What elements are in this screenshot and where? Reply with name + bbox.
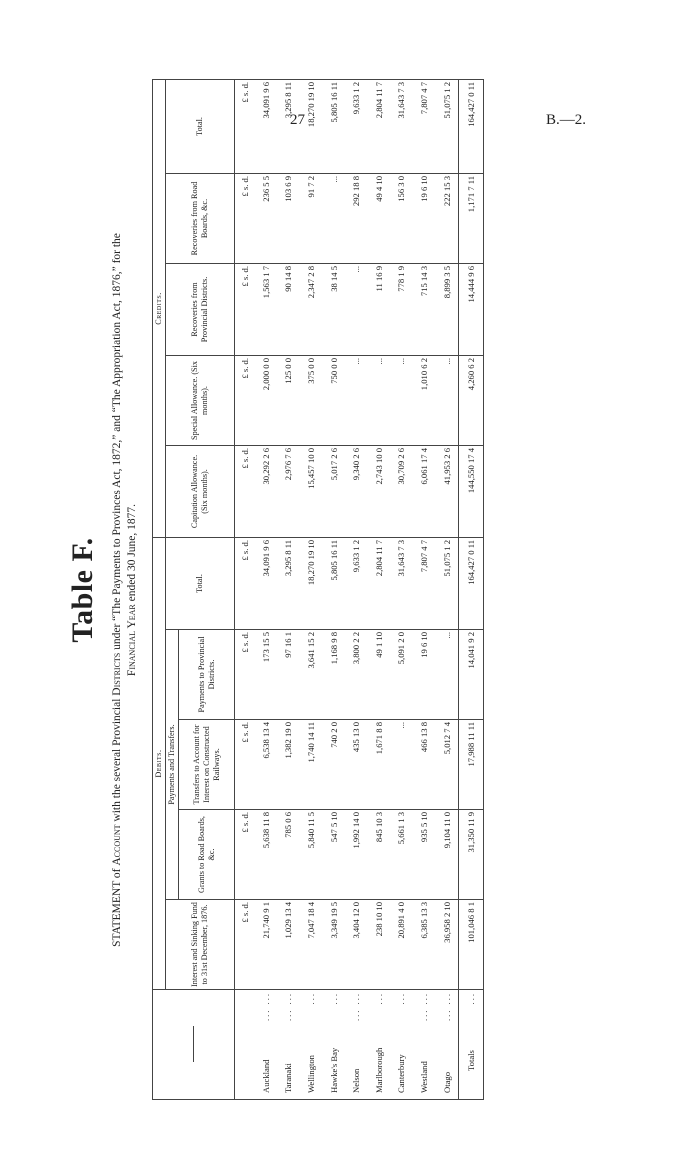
table-row	[300, 79, 323, 1099]
value-cell: 845 10 3	[368, 810, 391, 900]
value-cell: 51,075 1 2	[436, 537, 459, 629]
subtitle-part: STATEMENT of	[111, 868, 123, 947]
table-row	[255, 79, 278, 1099]
leader-dots: ... ...	[351, 992, 362, 1022]
value-cell: 103 6 9	[278, 173, 301, 263]
subtitle-part: Account	[111, 824, 123, 866]
value-cell: 238 10 10	[368, 900, 391, 990]
value-cell: 2,976 7 6	[278, 445, 301, 537]
district-cell	[368, 990, 391, 1100]
table-row	[345, 79, 368, 1099]
table-subtitle	[110, 80, 140, 1100]
value-cell: 11 16 9	[368, 263, 391, 355]
value-cell: 778 1 9	[391, 263, 414, 355]
units-blank	[235, 990, 256, 1100]
value-cell: 2,347 2 8	[300, 263, 323, 355]
value-cell: 19 6 10	[413, 630, 436, 720]
district-cell	[323, 990, 346, 1100]
value-cell: 19 6 10	[413, 173, 436, 263]
unit-cell: £ s. d.	[235, 630, 256, 720]
value-cell: 3,641 15 2	[300, 630, 323, 720]
table-row	[278, 79, 301, 1099]
subtitle-part: Financial Year	[126, 604, 138, 677]
value-cell: 547 5 10	[323, 810, 346, 900]
district-name: Marlborough	[373, 1047, 384, 1093]
value-cell: 49 4 10	[368, 173, 391, 263]
table-row	[368, 79, 391, 1099]
table-title: Table F.	[66, 537, 99, 643]
total-cell: 14,444 9 6	[459, 263, 484, 355]
unit-cell: £ s. d.	[235, 79, 256, 173]
district-cell	[300, 990, 323, 1100]
subtitle-part: Districts	[111, 652, 123, 696]
value-cell: 785 0 6	[278, 810, 301, 900]
value-cell: 31,643 7 3	[391, 537, 414, 629]
district-cell	[345, 990, 368, 1100]
value-cell: 715 14 3	[413, 263, 436, 355]
district-name: Nelson	[351, 1068, 362, 1093]
value-cell: 34,091 9 6	[255, 79, 278, 173]
district-name: Otago	[441, 1071, 452, 1093]
value-cell: 1,382 19 0	[278, 720, 301, 810]
unit-cell: £ s. d.	[235, 810, 256, 900]
district-cell	[413, 990, 436, 1100]
value-cell: 34,091 9 6	[255, 537, 278, 629]
value-cell: 435 13 0	[345, 720, 368, 810]
value-cell: 91 7 2	[300, 173, 323, 263]
district-cell	[436, 990, 459, 1100]
value-cell: 9,104 11 0	[436, 810, 459, 900]
subtitle-part: with the several Provincial	[111, 698, 123, 822]
value-cell: 1,992 14 0	[345, 810, 368, 900]
value-cell: 5,805 16 11	[323, 537, 346, 629]
district-cell	[391, 990, 414, 1100]
leader-dots: ...	[305, 992, 316, 1005]
table-row	[323, 79, 346, 1099]
value-cell: ...	[391, 720, 414, 810]
value-cell: ...	[391, 355, 414, 445]
leader-dots: ...	[373, 992, 384, 1005]
district-cell	[255, 990, 278, 1100]
value-cell: 1,029 13 4	[278, 900, 301, 990]
value-cell: 750 0 0	[323, 355, 346, 445]
district-name: Hawke's Bay	[328, 1047, 339, 1093]
value-cell: 3,404 12 0	[345, 900, 368, 990]
value-cell: 375 0 0	[300, 355, 323, 445]
value-cell: 6,538 13 4	[255, 720, 278, 810]
leader-dots: ...	[465, 992, 476, 1005]
recoveries-provincial-header: Recoveries from Provincial Districts.	[166, 263, 235, 355]
total-cell: 14,041 9 2	[459, 630, 484, 720]
leader-dots: ... ...	[441, 992, 452, 1022]
district-name: Westland	[418, 1061, 429, 1093]
leader-dots: ... ...	[283, 992, 294, 1022]
value-cell: 6,061 17 4	[413, 445, 436, 537]
value-cell: 5,091 2 0	[391, 630, 414, 720]
value-cell: 30,292 2 6	[255, 445, 278, 537]
debits-header: Debits.	[153, 537, 166, 989]
leader-dots: ...	[328, 992, 339, 1005]
unit-cell: £ s. d.	[235, 720, 256, 810]
value-cell: 15,457 10 0	[300, 445, 323, 537]
value-cell: 2,000 0 0	[255, 355, 278, 445]
value-cell: ...	[436, 630, 459, 720]
unit-cell: £ s. d.	[235, 263, 256, 355]
unit-cell: £ s. d.	[235, 900, 256, 990]
value-cell: 3,800 2 2	[345, 630, 368, 720]
value-cell: 41,953 2 6	[436, 445, 459, 537]
value-cell: 21,740 9 1	[255, 900, 278, 990]
payments-transfers-header: Payments and Transfers.	[166, 630, 179, 900]
value-cell: 1,740 14 11	[300, 720, 323, 810]
rotated-table-content	[60, 80, 620, 1100]
value-cell: 222 15 3	[436, 173, 459, 263]
unit-cell: £ s. d.	[235, 537, 256, 629]
total-cell: 1,171 7 11	[459, 173, 484, 263]
value-cell: 18,270 19 10	[300, 537, 323, 629]
value-cell: 30,709 2 6	[391, 445, 414, 537]
value-cell: 5,638 11 8	[255, 810, 278, 900]
value-cell: 935 5 10	[413, 810, 436, 900]
value-cell: ...	[323, 173, 346, 263]
total-cell: 164,427 0 11	[459, 79, 484, 173]
page-number: 27	[290, 112, 305, 128]
value-cell: 236 5 5	[255, 173, 278, 263]
value-cell: 5,840 11 5	[300, 810, 323, 900]
value-cell: 8,899 3 5	[436, 263, 459, 355]
table-row	[413, 79, 436, 1099]
value-cell: 1,010 6 2	[413, 355, 436, 445]
totals-label-cell	[459, 990, 484, 1100]
unit-cell: £ s. d.	[235, 355, 256, 445]
value-cell: 5,805 16 11	[323, 79, 346, 173]
totals-row	[459, 79, 484, 1099]
value-cell: 6,385 13 3	[413, 900, 436, 990]
transfers-header: Transfers to Account for Interest on Constructed Railways.	[179, 720, 235, 810]
value-cell: 9,340 2 6	[345, 445, 368, 537]
total-cell: 164,427 0 11	[459, 537, 484, 629]
district-name: Taranaki	[283, 1063, 294, 1093]
value-cell: 292 18 8	[345, 173, 368, 263]
district-name: Wellington	[305, 1055, 316, 1093]
total-cell: 17,988 11 11	[459, 720, 484, 810]
total-debits-header: Total.	[166, 537, 235, 629]
value-cell: 7,807 4 7	[413, 537, 436, 629]
value-cell: ...	[368, 355, 391, 445]
value-cell: 7,047 18 4	[300, 900, 323, 990]
value-cell: 1,168 9 8	[323, 630, 346, 720]
value-cell: ...	[436, 355, 459, 445]
value-cell: 3,295 8 11	[278, 79, 301, 173]
value-cell: 31,643 7 3	[391, 79, 414, 173]
value-cell: 173 15 5	[255, 630, 278, 720]
value-cell: 51,075 1 2	[436, 79, 459, 173]
district-name: Canterbury	[396, 1054, 407, 1093]
leader-dots: ... ...	[418, 992, 429, 1022]
value-cell: 3,295 8 11	[278, 537, 301, 629]
value-cell: ...	[345, 355, 368, 445]
value-cell: 9,633 1 2	[345, 79, 368, 173]
value-cell: 18,270 19 10	[300, 79, 323, 173]
value-cell: 20,891 4 0	[391, 900, 414, 990]
value-cell: 5,017 2 6	[323, 445, 346, 537]
district-cell	[278, 990, 301, 1100]
district-name: Auckland	[260, 1059, 271, 1093]
value-cell: 2,743 10 0	[368, 445, 391, 537]
special-allowance-header: Special Allowance. (Six months).	[166, 355, 235, 445]
value-cell: 3,349 19 5	[323, 900, 346, 990]
value-cell: 97 16 1	[278, 630, 301, 720]
units-row	[235, 79, 256, 1099]
grants-header: Grants to Road Boards, &c.	[179, 810, 235, 900]
credits-header: Credits.	[153, 79, 166, 537]
value-cell: 5,012 7 4	[436, 720, 459, 810]
table-row	[391, 79, 414, 1099]
leader-dots: ... ...	[260, 992, 271, 1022]
value-cell: 125 0 0	[278, 355, 301, 445]
leader-dots: ...	[396, 992, 407, 1005]
value-cell: 5,661 1 3	[391, 810, 414, 900]
table-row	[436, 79, 459, 1099]
total-cell: 101,046 8 1	[459, 900, 484, 990]
parliamentary-paper-reference: B.—2.	[546, 112, 587, 128]
account-table	[152, 79, 484, 1100]
value-cell: 9,633 1 2	[345, 537, 368, 629]
total-credits-header: Total.	[166, 79, 235, 173]
value-cell: 90 14 8	[278, 263, 301, 355]
district-header	[153, 990, 235, 1100]
value-cell: 466 13 8	[413, 720, 436, 810]
capitation-header: Capitation Allowance. (Six months).	[166, 445, 235, 537]
interest-header: Interest and Sinking Fund to 31st December, 1876.	[166, 900, 235, 990]
unit-cell: £ s. d.	[235, 173, 256, 263]
value-cell: 38 14 5	[323, 263, 346, 355]
total-cell: 31,350 11 9	[459, 810, 484, 900]
unit-cell: £ s. d.	[235, 445, 256, 537]
value-cell: ...	[345, 263, 368, 355]
total-cell: 144,550 17 4	[459, 445, 484, 537]
subtitle-part: under “The Payments to Provinces Act, 1872,” and “The Appropriation Act, 1876,” for the	[111, 233, 123, 650]
value-cell: 36,958 2 10	[436, 900, 459, 990]
value-cell: 156 3 0	[391, 173, 414, 263]
totals-label: Totals	[465, 1050, 476, 1071]
recoveries-road-boards-header: Recoveries from Road Boards, &c.	[166, 173, 235, 263]
payments-provincial-header: Payments to Provincial Districts.	[179, 630, 235, 720]
value-cell: 740 2 0	[323, 720, 346, 810]
value-cell: 2,804 11 7	[368, 537, 391, 629]
value-cell: 1,671 8 8	[368, 720, 391, 810]
value-cell: 1,563 1 7	[255, 263, 278, 355]
value-cell: 7,807 4 7	[413, 79, 436, 173]
value-cell: 49 1 10	[368, 630, 391, 720]
subtitle-part: ended 30 June, 1877.	[126, 503, 138, 602]
value-cell: 2,804 11 7	[368, 79, 391, 173]
total-cell: 4,260 6 2	[459, 355, 484, 445]
